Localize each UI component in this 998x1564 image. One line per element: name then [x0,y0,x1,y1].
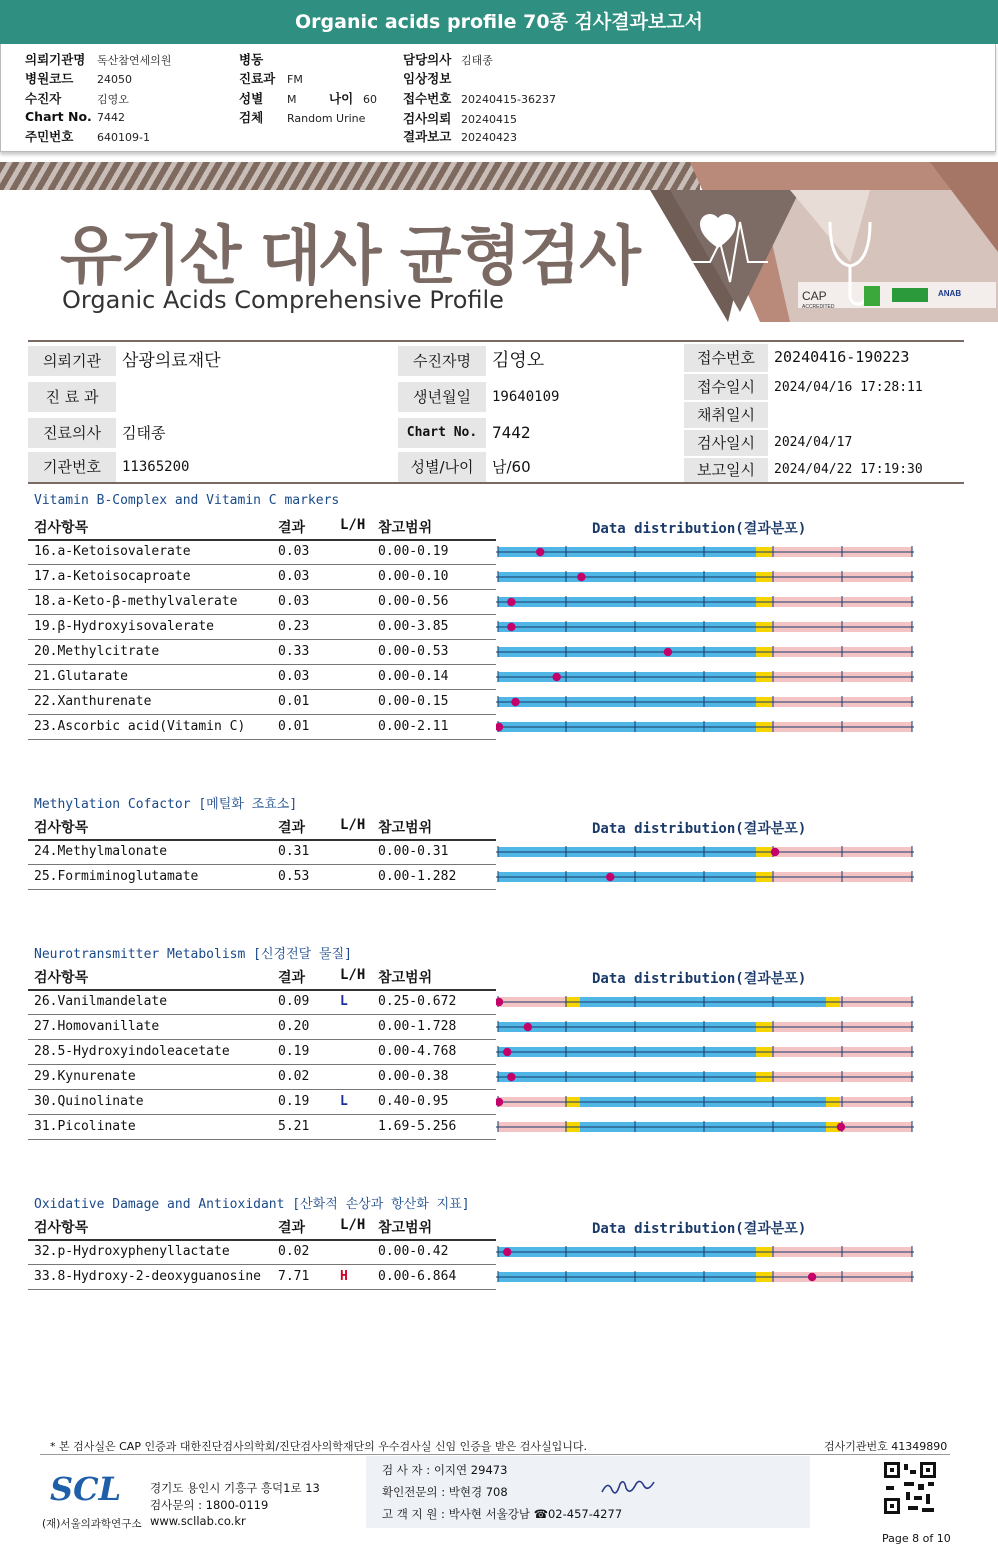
cell-ref: 0.00-0.14 [378,669,449,684]
cell-lh: L [340,1094,348,1109]
footer-support: 고 객 지 원 : 박사현 서울강남 ☎02-457-4277 [382,1507,623,1521]
top-info-row [403,69,461,87]
info-value: 24050 [97,73,132,86]
table-row [28,1090,496,1115]
cell-name: 29.Kynurenate [34,1069,136,1084]
cell-ref: 0.00-2.11 [378,719,449,734]
cell-name: 27.Homovanillate [34,1019,160,1034]
info-value: Random Urine [287,112,366,125]
top-info-row [329,89,377,107]
cell-result: 0.19 [278,1044,310,1059]
info-value: 20240423 [461,131,517,144]
distribution-bar [496,670,914,682]
info-value: 20240415 [461,113,517,126]
header-item: 검사항목 [34,820,89,836]
cell-result: 0.20 [278,1019,310,1034]
cell-ref: 0.00-3.85 [378,619,449,634]
cell-result: 0.03 [278,594,310,609]
info-label: 나이 [329,91,354,106]
top-info-row [25,109,125,124]
cell-name: 32.p-Hydroxyphenyllactate [34,1244,230,1259]
distribution-bar [496,870,914,882]
cell-result: 7.71 [278,1269,310,1284]
info-label: 결과보고 [403,129,452,144]
table-header [28,964,496,988]
info-value: 60 [363,93,377,106]
info-value: 19640109 [492,389,560,405]
table-row [28,540,496,565]
header-ref: 참고범위 [378,970,433,986]
cell-lh: H [340,1269,348,1284]
header-lh: L/H [340,817,366,833]
table-row [28,1115,496,1140]
table-row [28,690,496,715]
banner-stripe [0,162,700,190]
cell-ref: 0.00-0.38 [378,1069,449,1084]
info-label: 의뢰기관 [28,346,116,376]
scl-logo: SCL [50,1470,122,1508]
info-value: 김영오 [97,93,129,106]
cell-result: 0.02 [278,1244,310,1259]
info-label: Chart No. [25,109,92,124]
header-item: 검사항목 [34,970,89,986]
header-lh: L/H [340,517,366,533]
top-info-row [25,89,129,107]
info-value: 남/60 [492,458,531,476]
footer-note: * 본 검사실은 CAP 인증과 대한진단검사의학회/진단검사의학재단의 우수검사실 신임 인증을 받은 검사실입니다. [50,1440,588,1453]
cell-ref: 1.69-5.256 [378,1119,457,1134]
info-value: 삼광의료재단 [122,351,221,371]
info-label: 보고일시 [684,458,768,482]
cell-name: 17.a-Ketoisocaproate [34,569,191,584]
header-ref: 참고범위 [378,520,433,536]
header-lh: L/H [340,1217,366,1233]
distribution-bar [496,1045,914,1057]
header-item: 검사항목 [34,1220,89,1236]
info-value: 2024/04/16 17:28:11 [774,380,923,395]
info-label: 기관번호 [28,452,116,482]
top-info-row [403,127,517,145]
cell-ref: 0.00-0.53 [378,644,449,659]
cell-name: 16.a-Ketoisovalerate [34,544,191,559]
cell-ref: 0.00-0.19 [378,544,449,559]
cell-result: 0.53 [278,869,310,884]
table-row [28,640,496,665]
top-info-row [25,69,132,87]
top-info-row [25,50,171,68]
cell-result: 0.01 [278,719,310,734]
info-label: 접수번호 [403,91,452,106]
header-result: 결과 [278,520,306,536]
cell-name: 19.β-Hydroxyisovalerate [34,619,215,634]
distribution-bar [496,570,914,582]
info-label: 진료의사 [28,418,116,448]
cap-logo-sub: ACCREDITED [802,304,835,310]
cell-name: 22.Xanthurenate [34,694,152,709]
table-header [28,1214,496,1238]
info-label: 진 료 과 [28,382,116,412]
header-result: 결과 [278,820,306,836]
info-label: 접수일시 [684,374,768,400]
distribution-title: Data distribution(결과분포) [592,821,807,837]
distribution-bar [496,645,914,657]
info-label: 의뢰기관명 [25,52,86,67]
table-row [28,865,496,890]
cell-name: 28.5-Hydroxyindoleacetate [34,1044,230,1059]
table-row [28,1015,496,1040]
cell-ref: 0.00-1.728 [378,1019,457,1034]
table-row [28,590,496,615]
cell-name: 21.Glutarate [34,669,128,684]
info-value [768,400,774,430]
page-number: Page 8 of 10 [882,1532,951,1545]
info-value: 20240415-36237 [461,93,556,106]
cell-ref: 0.00-0.15 [378,694,449,709]
info-label: 검체 [239,110,264,125]
section-title: Vitamin B-Complex and Vitamin C markers [34,493,340,508]
top-info-row [239,108,365,126]
cell-result: 0.03 [278,669,310,684]
result-marker [503,1048,511,1056]
result-marker [664,648,672,656]
cell-result: 0.33 [278,644,310,659]
footer-examiner: 검 사 자 : 이지연 29473 [382,1463,508,1477]
table-row [28,615,496,640]
result-marker [503,1248,511,1256]
table-header [28,514,496,538]
title-korean: 유기산 대사 균형검사 [60,220,639,294]
footer-divider [40,1454,950,1455]
cell-name: 24.Methylmalonate [34,844,168,859]
anab-logo: ANAB [938,289,962,298]
footer-specialist: 확인전문의 : 박현경 708 [382,1485,508,1499]
cell-result: 0.03 [278,569,310,584]
cell-ref: 0.00-0.10 [378,569,449,584]
footer-code: 검사기관번호 41349890 [824,1440,948,1453]
top-info-row [403,109,517,127]
report-title: Organic acids profile 70종 검사결과보고서 [295,11,703,33]
result-marker [524,1023,532,1031]
table-header [28,814,496,838]
distribution-bar [496,1270,914,1282]
top-info-row [403,89,556,107]
footer-address: 경기도 용인시 기흥구 흥덕1로 13 [150,1481,320,1495]
info-label: 수진자 [25,91,62,106]
result-marker [552,673,560,681]
cell-ref: 0.40-0.95 [378,1094,449,1109]
top-info-row [239,50,287,68]
footer-org: (재)서울의과학연구소 [42,1518,142,1530]
top-info-panel [0,44,996,152]
top-info-row [25,127,150,145]
distribution-bar [496,1095,914,1107]
cell-result: 5.21 [278,1119,310,1134]
info-label: 성별 [239,91,264,106]
info-value [116,382,122,412]
info-label: 수진자명 [398,346,486,376]
info-value: 7442 [492,423,531,442]
cell-result: 0.02 [278,1069,310,1084]
kola-logo [892,288,928,302]
info-value: FM [287,73,303,86]
cell-name: 31.Picolinate [34,1119,136,1134]
cell-name: 23.Ascorbic acid(Vitamin C) [34,719,246,734]
section-title: Neurotransmitter Metabolism [신경전달 물질] [34,947,352,962]
info-value: 김태종 [122,424,166,442]
table-row [28,1265,496,1290]
info-value: 640109-1 [97,131,150,144]
result-marker [507,623,515,631]
info-value: 2024/04/22 17:19:30 [774,462,923,477]
header-ref: 참고범위 [378,820,433,836]
table-row [28,1065,496,1090]
cell-ref: 0.00-6.864 [378,1269,457,1284]
cell-ref: 0.00-0.56 [378,594,449,609]
banner-graphic [650,162,998,322]
table-row [28,665,496,690]
header-ref: 참고범위 [378,1220,433,1236]
cell-result: 0.19 [278,1094,310,1109]
info-value: 독산참연세의원 [97,54,172,67]
distribution-bar [496,695,914,707]
cell-result: 0.23 [278,619,310,634]
result-marker [507,1073,515,1081]
signature-image [598,1476,658,1500]
distribution-bar [496,620,914,632]
distribution-bar [496,545,914,557]
top-info-row [239,89,297,107]
info-label: 생년월일 [398,382,486,412]
info-label: 접수번호 [684,344,768,372]
lm-logo [864,286,880,306]
result-marker [507,598,515,606]
distribution-bar [496,720,914,732]
table-row [28,715,496,740]
info-label: 병동 [239,52,264,67]
result-marker [837,1123,845,1131]
patient-info-table [28,340,964,484]
signature-box [366,1456,810,1528]
info-label: 병원코드 [25,71,74,86]
result-marker [577,573,585,581]
cell-name: 25.Formiminoglutamate [34,869,199,884]
header-result: 결과 [278,970,306,986]
qr-code-icon [882,1460,938,1516]
info-value: 11365200 [122,459,190,475]
info-label: 주민번호 [25,129,74,144]
cell-result: 0.31 [278,844,310,859]
distribution-bar [496,1120,914,1132]
info-label: 임상정보 [403,71,452,86]
cell-lh: L [340,994,348,1009]
table-row [28,565,496,590]
cell-ref: 0.00-0.31 [378,844,449,859]
distribution-bar [496,1070,914,1082]
table-row [28,1040,496,1065]
cell-ref: 0.00-0.42 [378,1244,449,1259]
info-value: 2024/04/17 [774,435,853,450]
cell-ref: 0.00-4.768 [378,1044,457,1059]
info-label: 채취일시 [684,402,768,428]
distribution-bar [496,1245,914,1257]
header-lh: L/H [340,967,366,983]
info-label: 담당의사 [403,52,452,67]
info-label: 검사의뢰 [403,111,452,126]
cell-result: 0.03 [278,544,310,559]
info-label: 성별/나이 [398,452,486,482]
info-value: 7442 [97,111,125,124]
info-value: M [287,93,297,106]
cell-result: 0.01 [278,694,310,709]
cell-result: 0.09 [278,994,310,1009]
cell-name: 33.8-Hydroxy-2-deoxyguanosine [34,1269,261,1284]
distribution-bar [496,845,914,857]
distribution-title: Data distribution(결과분포) [592,521,807,537]
result-marker [536,548,544,556]
result-marker [606,873,614,881]
section-title: Oxidative Damage and Antioxidant [산화적 손상과 항산화 지표] [34,1197,470,1212]
distribution-bar [496,1020,914,1032]
distribution-title: Data distribution(결과분포) [592,1221,807,1237]
result-marker [511,698,519,706]
cell-name: 20.Methylcitrate [34,644,160,659]
info-value: 20240416-190223 [774,348,910,366]
result-marker [808,1273,816,1281]
title-english: Organic Acids Comprehensive Profile [62,286,504,314]
info-value: 김영오 [492,350,545,371]
cap-logo: CAP [802,289,827,303]
distribution-bar [496,595,914,607]
info-label: Chart No. [398,418,486,448]
cell-ref: 0.25-0.672 [378,994,457,1009]
header-item: 검사항목 [34,520,89,536]
cell-name: 30.Quinolinate [34,1094,144,1109]
report-title-bar [0,0,998,44]
cell-name: 18.a-Keto-β-methylvalerate [34,594,238,609]
distribution-title: Data distribution(결과분포) [592,971,807,987]
footer-web: www.scllab.co.kr [150,1514,246,1528]
section-title: Methylation Cofactor [메틸화 조효소] [34,797,298,812]
distribution-bar [496,995,914,1007]
table-row [28,990,496,1015]
info-label: 검사일시 [684,430,768,456]
header-result: 결과 [278,1220,306,1236]
info-value: 김태종 [461,54,493,67]
result-marker [771,848,779,856]
cell-name: 26.Vanilmandelate [34,994,168,1009]
info-label: 진료과 [239,71,276,86]
cell-ref: 0.00-1.282 [378,869,457,884]
table-row [28,840,496,865]
top-info-row [403,50,493,68]
table-row [28,1240,496,1265]
top-info-row [239,69,303,87]
footer-tel: 검사문의 : 1800-0119 [150,1498,269,1512]
